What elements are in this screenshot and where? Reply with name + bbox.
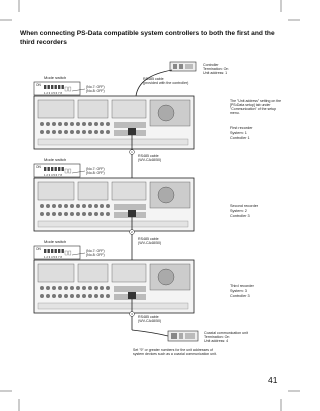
cable-label-2-1: (WV-CA48/50) [138,241,162,245]
recorder-2-label-1: System: 2 [230,209,247,213]
mode-switch-on: ON [36,247,41,251]
connector-mark-3-text: 3 [131,312,133,317]
mode-switch-on: ON [36,165,41,169]
page-number: 41 [268,375,278,385]
mode-switch-no8: (No.8: OFF) [86,253,105,257]
mode-switch-no7: (No.7: OFF) [86,167,105,171]
mode-switch-no8: (No.8: OFF) [86,89,105,93]
cable-label-1-0: RS485 cable [138,154,159,158]
cable-label-2-0: RS485 cable [138,237,159,241]
mode-switch-positions: 1 2 3 4 5 6 7 8 [44,255,62,259]
coaxial-unit [168,331,198,341]
recorder-3-label-0: Third recorder [230,284,254,288]
mode-switch-on: ON [36,83,41,87]
recorder-1-label-0: First recorder [230,126,253,130]
coaxial-label-0: Coaxial communication unit [204,331,248,335]
page-heading: When connecting PS-Data compatible system controllers to both the first and the third recorders [20,30,275,46]
cable-label-0-1: (provided with the controller) [143,81,189,85]
mode-switch-label: Mode switch [44,239,67,244]
mode-switch-label: Mode switch [44,157,67,162]
unit-note-2: "Communication" of the setup [230,107,277,111]
unit-note-1: [PS•Data setup] tab under [230,103,271,107]
cable-label-3-1: (WV-CA48/50) [138,319,162,323]
connector-mark-1-text: 1 [131,150,133,155]
controller-device [170,62,196,71]
coaxial-label-2: Unit address: 4 [204,339,229,343]
recorder-1 [34,75,194,149]
recorder-2-label-2: Controller 3 [230,214,250,218]
recorder-1-label-1: System: 1 [230,131,247,135]
mode-switch-positions: 1 2 3 4 5 6 7 8 [44,91,62,95]
cable-label-0-0: RS485 cable [143,77,164,81]
mode-switch-label: Mode switch [44,75,67,80]
unit-note-0: The "Unit address" setting on the [230,99,282,103]
controller-label-0: Controller [203,63,219,67]
recorder-2-label-0: Second recorder [230,204,259,208]
mode-switch-no7: (No.7: OFF) [86,85,105,89]
cable-label-1-1: (WV-CA48/50) [138,158,162,162]
cable-label-3-0: RS485 cable [138,315,159,319]
connector-mark-2-text: 2 [131,230,133,235]
bottom-note-1: system devices such as a coaxial communication unit. [133,352,217,356]
unit-note-3: menu. [230,111,240,115]
coaxial-label-1: Termination: On [204,335,230,339]
mode-switch-no7: (No.7: OFF) [86,249,105,253]
mode-switch-positions: 1 2 3 4 5 6 7 8 [44,173,62,177]
recorder-3 [34,239,194,313]
bottom-note-0: Set "9" or greater numbers for the unit addresses of [133,348,213,352]
recorder-2 [34,157,194,231]
mode-switch-no8: (No.8: OFF) [86,171,105,175]
recorder-3-label-1: System: 3 [230,289,247,293]
recorder-3-label-2: Controller 3 [230,294,250,298]
controller-label-2: Unit address: 1 [203,71,228,75]
recorder-1-label-2: Controller 1 [230,136,250,140]
controller-label-1: Termination: On [203,67,229,71]
